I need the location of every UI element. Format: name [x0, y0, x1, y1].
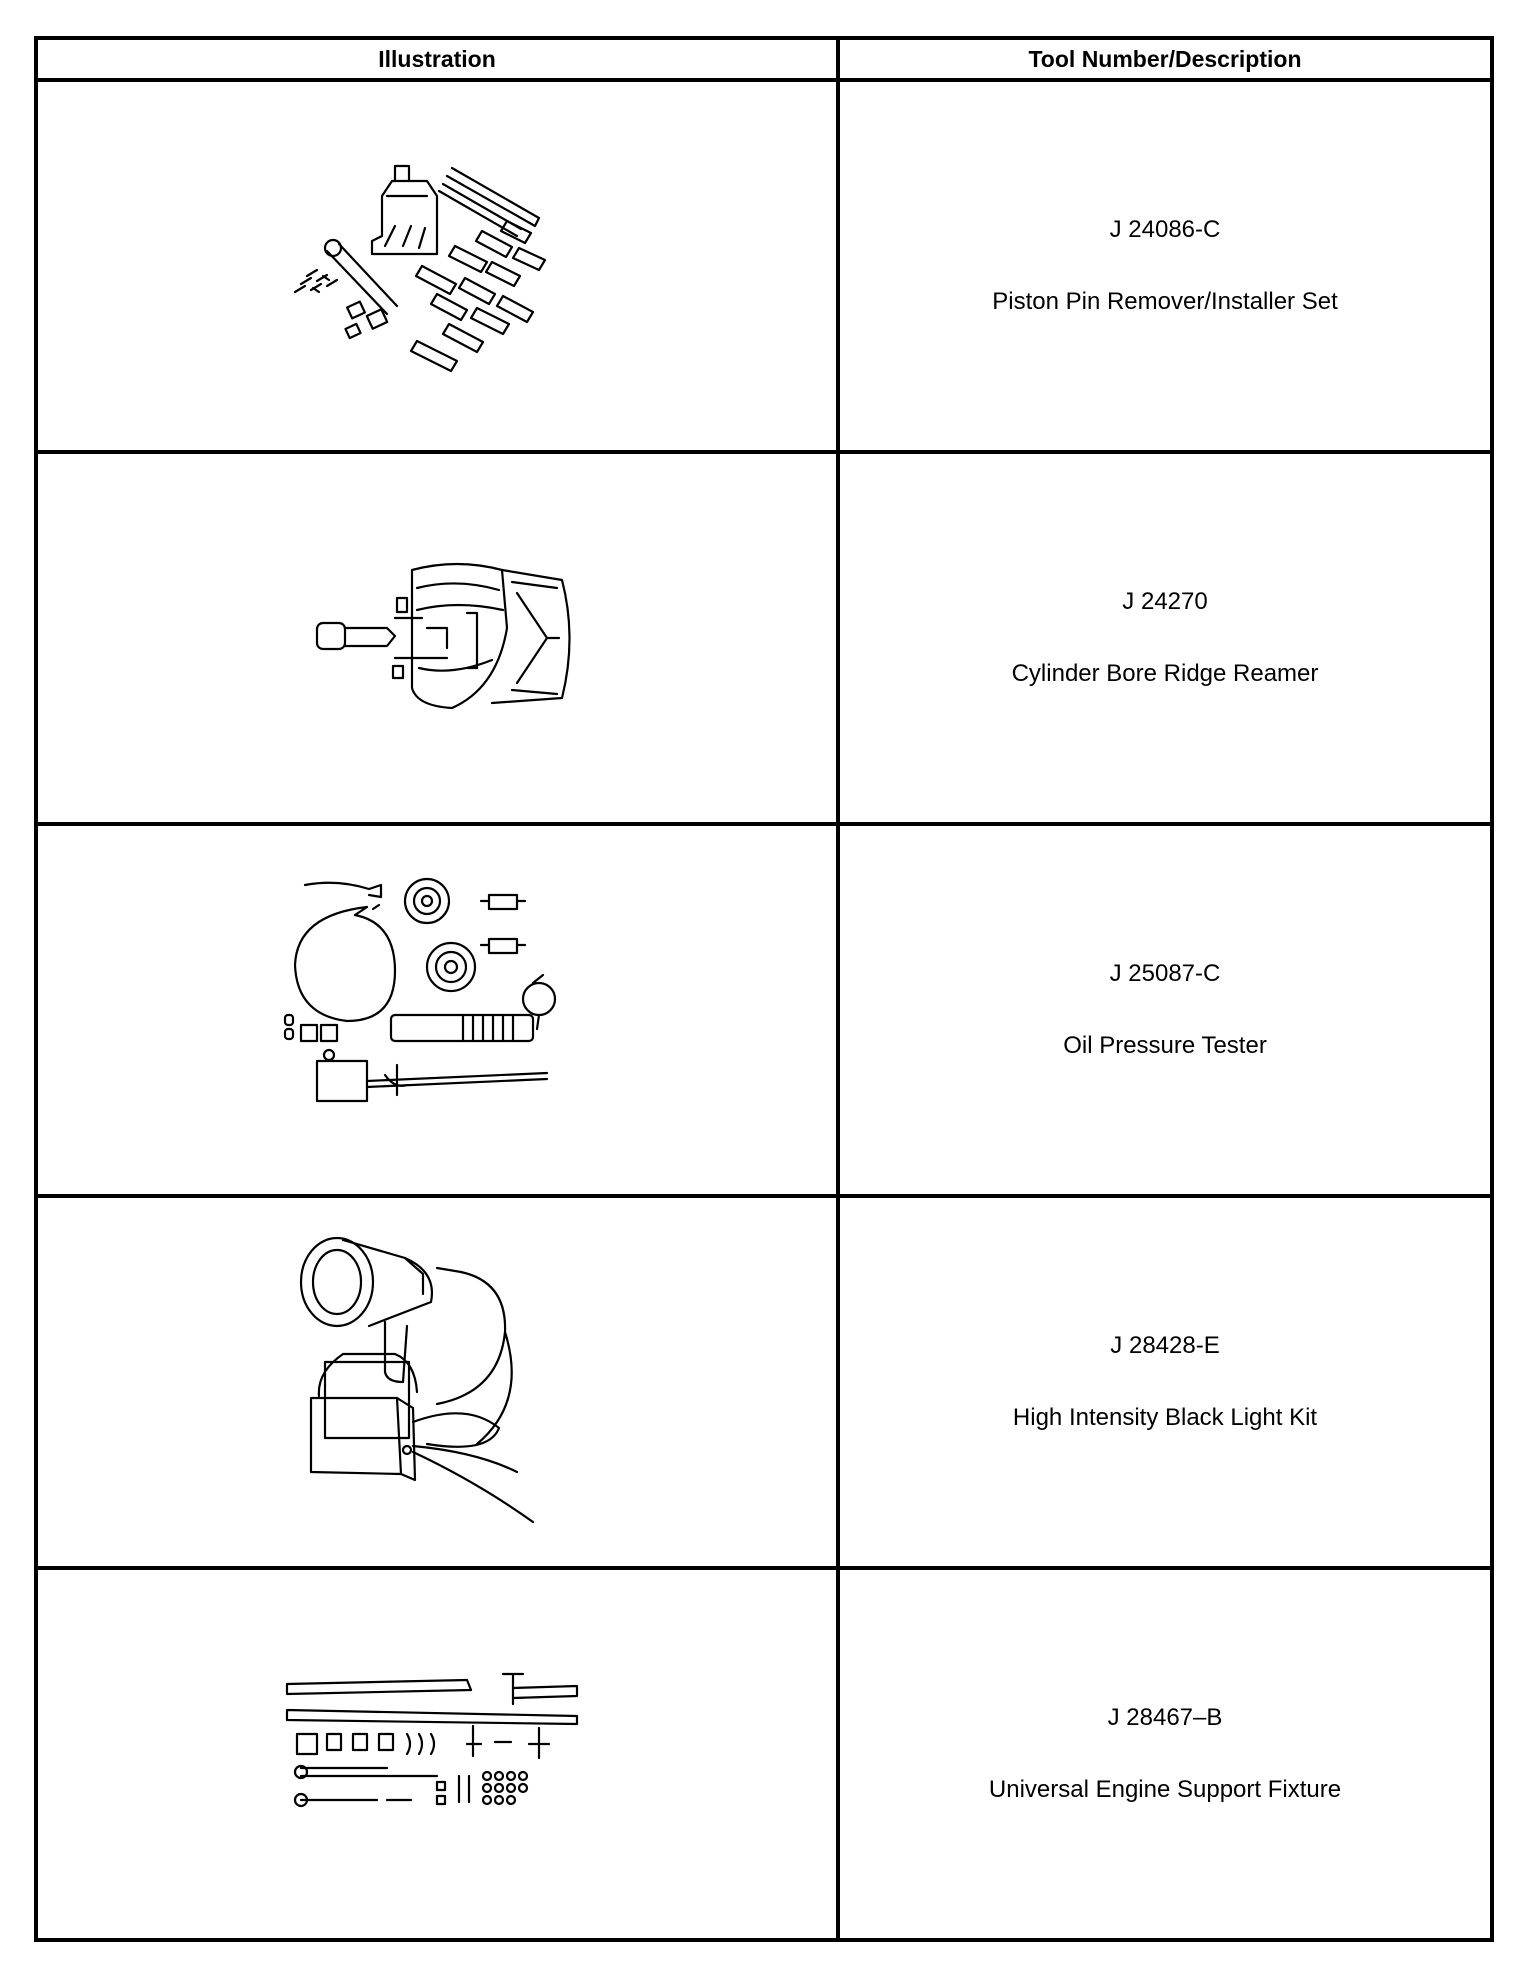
description-cell [838, 1196, 1492, 1568]
tool-description: Universal Engine Support Fixture [988, 1776, 1342, 1803]
illustration-cell [36, 80, 838, 452]
header-illustration: Illustration [36, 38, 838, 80]
oil-pressure-tester-illustration [277, 875, 597, 1145]
tool-number: J 28428-E [1110, 1332, 1220, 1359]
description-cell [838, 824, 1492, 1196]
illustration-cell [36, 1568, 838, 1940]
illustration-cell [36, 452, 838, 824]
description-cell [838, 1568, 1492, 1940]
cylinder-bore-ridge-reamer-illustration [277, 558, 597, 718]
piston-pin-remover-installer-set-illustration [277, 136, 597, 396]
tool-number: J 24086-C [1109, 216, 1221, 243]
table-row [36, 824, 1492, 1196]
table-row [36, 1196, 1492, 1568]
illustration-cell [36, 824, 838, 1196]
header-row [36, 38, 1492, 80]
table-row [36, 1568, 1492, 1940]
tool-table [34, 36, 1494, 1942]
illustration-cell [36, 1196, 838, 1568]
tool-number: J 25087-C [1109, 960, 1221, 987]
table-row [36, 80, 1492, 452]
tool-description: Cylinder Bore Ridge Reamer [1011, 660, 1319, 687]
table-row [36, 452, 1492, 824]
engine-support-fixture-illustration [277, 1664, 597, 1844]
description-cell [838, 452, 1492, 824]
header-tool-number-description: Tool Number/Description [838, 38, 1492, 80]
tool-description: Piston Pin Remover/Installer Set [992, 288, 1338, 315]
black-light-kit-illustration [277, 1222, 597, 1542]
description-cell [838, 80, 1492, 452]
tool-number: J 24270 [1122, 588, 1208, 615]
tool-description: High Intensity Black Light Kit [1012, 1404, 1318, 1431]
tool-description: Oil Pressure Tester [1063, 1032, 1267, 1059]
tool-number: J 28467–B [1107, 1704, 1223, 1731]
